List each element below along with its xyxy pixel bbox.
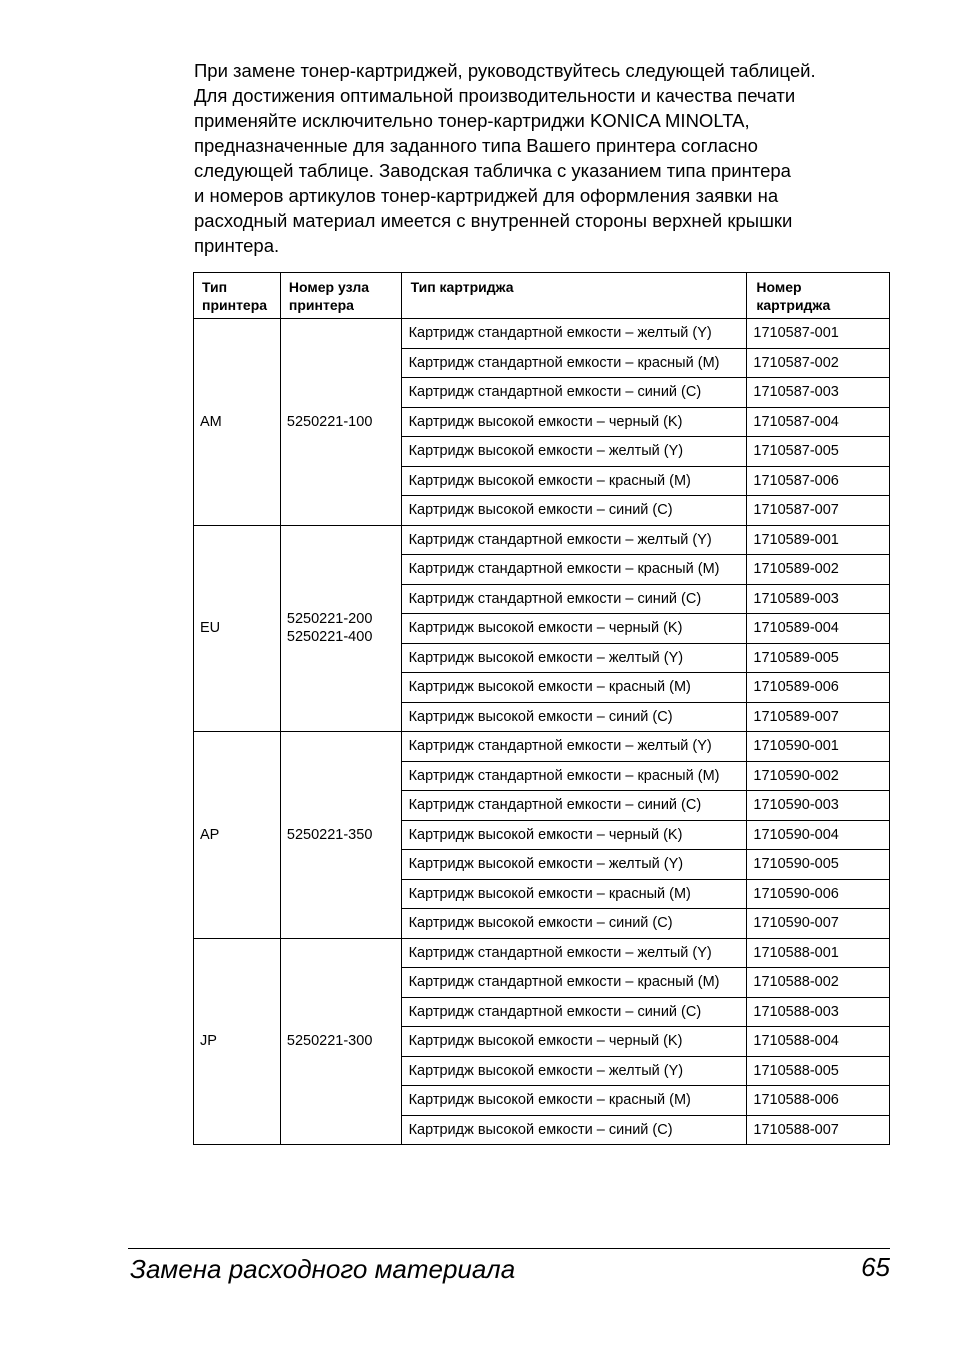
cartridge-type-cell: Картридж стандартной емкости – желтый (Y): [401, 319, 747, 349]
cartridge-type-cell: Картридж стандартной емкости – синий (C): [401, 584, 747, 614]
cartridge-number-cell: 1710587-006: [747, 466, 890, 496]
cartridge-type-cell: Картридж стандартной емкости – синий (C): [401, 791, 747, 821]
table-body: [194, 319, 890, 1145]
header-row: [194, 273, 890, 319]
cartridge-number-cell: 1710589-004: [747, 614, 890, 644]
cartridge-type-cell: Картридж высокой емкости – красный (M): [401, 466, 747, 496]
table-row: [194, 732, 890, 762]
header-cartridge-number: Номер картриджа: [747, 273, 890, 319]
cartridge-type-cell: Картридж высокой емкости – синий (C): [401, 496, 747, 526]
printer-type-cell: JP: [194, 938, 281, 1145]
cartridge-type-cell: Картридж высокой емкости – желтый (Y): [401, 1056, 747, 1086]
page-number: 65: [861, 1252, 890, 1282]
cartridge-number-cell: 1710590-002: [747, 761, 890, 791]
intro-paragraph: При замене тонер-картриджей, руководствуйтесь следующей таблицей. Для достижения оптимальной производительности и качества печати применяйте исключительно тонер-картриджи KONICA MINOLTA, предназначенные для заданного типа Вашего принтера согласно следующей таблице. Заводская табличка с указанием типа принтера и номеров артикулов тонер-картриджей для оформления заявки на расходный материал имеется с внутренней стороны верхней крышки принтера.: [194, 60, 816, 256]
cartridge-number-cell: 1710587-002: [747, 348, 890, 378]
cartridge-number-cell: 1710588-004: [747, 1027, 890, 1057]
node-number-cell: 5250221-350: [280, 732, 401, 939]
cartridge-number-cell: 1710589-003: [747, 584, 890, 614]
cartridge-type-cell: Картридж высокой емкости – красный (M): [401, 879, 747, 909]
cartridge-type-cell: Картридж высокой емкости – желтый (Y): [401, 850, 747, 880]
cartridge-number-cell: 1710588-007: [747, 1115, 890, 1145]
cartridge-number-cell: 1710588-001: [747, 938, 890, 968]
cartridge-type-cell: Картридж высокой емкости – желтый (Y): [401, 437, 747, 467]
cartridge-number-cell: 1710590-003: [747, 791, 890, 821]
cartridge-type-cell: Картридж высокой емкости – синий (C): [401, 1115, 747, 1145]
cartridge-type-cell: Картридж высокой емкости – красный (M): [401, 1086, 747, 1116]
printer-type-cell: AP: [194, 732, 281, 939]
cartridge-type-cell: Картридж стандартной емкости – красный (M): [401, 555, 747, 585]
cartridge-type-cell: Картридж стандартной емкости – красный (M): [401, 761, 747, 791]
cartridge-number-cell: 1710590-001: [747, 732, 890, 762]
cartridge-number-cell: 1710587-007: [747, 496, 890, 526]
cartridge-number-cell: 1710587-001: [747, 319, 890, 349]
cartridge-type-cell: Картридж стандартной емкости – желтый (Y): [401, 732, 747, 762]
table-row: [194, 319, 890, 349]
cartridge-type-cell: Картридж высокой емкости – черный (K): [401, 407, 747, 437]
cartridge-table: [193, 272, 890, 1145]
node-number-cell: 5250221-100: [280, 319, 401, 526]
cartridge-number-cell: 1710589-002: [747, 555, 890, 585]
cartridge-number-cell: 1710587-004: [747, 407, 890, 437]
table-row: [194, 525, 890, 555]
cartridge-type-cell: Картридж высокой емкости – желтый (Y): [401, 643, 747, 673]
footer-section-title: Замена расходного материала: [130, 1254, 516, 1284]
footer-divider: [128, 1248, 890, 1249]
cartridge-type-cell: Картридж высокой емкости – черный (K): [401, 1027, 747, 1057]
cartridge-type-cell: Картридж высокой емкости – черный (K): [401, 820, 747, 850]
cartridge-number-cell: 1710588-002: [747, 968, 890, 998]
cartridge-number-cell: 1710590-004: [747, 820, 890, 850]
cartridge-type-cell: Картридж высокой емкости – синий (C): [401, 909, 747, 939]
cartridge-number-cell: 1710589-005: [747, 643, 890, 673]
cartridge-type-cell: Картридж высокой емкости – черный (K): [401, 614, 747, 644]
cartridge-number-cell: 1710590-007: [747, 909, 890, 939]
node-number-cell: 5250221-300: [280, 938, 401, 1145]
cartridge-number-cell: 1710587-005: [747, 437, 890, 467]
cartridge-number-cell: 1710589-007: [747, 702, 890, 732]
cartridge-number-cell: 1710589-001: [747, 525, 890, 555]
cartridge-type-cell: Картридж стандартной емкости – красный (M): [401, 968, 747, 998]
cartridge-number-cell: 1710589-006: [747, 673, 890, 703]
header-printer-type: Тип принтера: [194, 273, 281, 319]
printer-type-cell: EU: [194, 525, 281, 732]
cartridge-type-cell: Картридж стандартной емкости – синий (C): [401, 997, 747, 1027]
cartridge-type-cell: Картридж высокой емкости – синий (C): [401, 702, 747, 732]
table-row: [194, 938, 890, 968]
node-number-cell: 5250221-200 5250221-400: [280, 525, 401, 732]
cartridge-number-cell: 1710588-006: [747, 1086, 890, 1116]
header-node-number: Номер узла принтера: [280, 273, 401, 319]
cartridge-number-cell: 1710588-003: [747, 997, 890, 1027]
cartridge-type-cell: Картридж высокой емкости – красный (M): [401, 673, 747, 703]
cartridge-number-cell: 1710587-003: [747, 378, 890, 408]
cartridge-type-cell: Картридж стандартной емкости – желтый (Y): [401, 525, 747, 555]
header-cartridge-type: Тип картриджа: [401, 273, 747, 319]
cartridge-number-cell: 1710588-005: [747, 1056, 890, 1086]
cartridge-number-cell: 1710590-005: [747, 850, 890, 880]
cartridge-type-cell: Картридж стандартной емкости – синий (C): [401, 378, 747, 408]
table-header: [194, 273, 890, 319]
cartridge-number-cell: 1710590-006: [747, 879, 890, 909]
cartridge-type-cell: Картридж стандартной емкости – красный (M): [401, 348, 747, 378]
printer-type-cell: AM: [194, 319, 281, 526]
cartridge-type-cell: Картридж стандартной емкости – желтый (Y): [401, 938, 747, 968]
